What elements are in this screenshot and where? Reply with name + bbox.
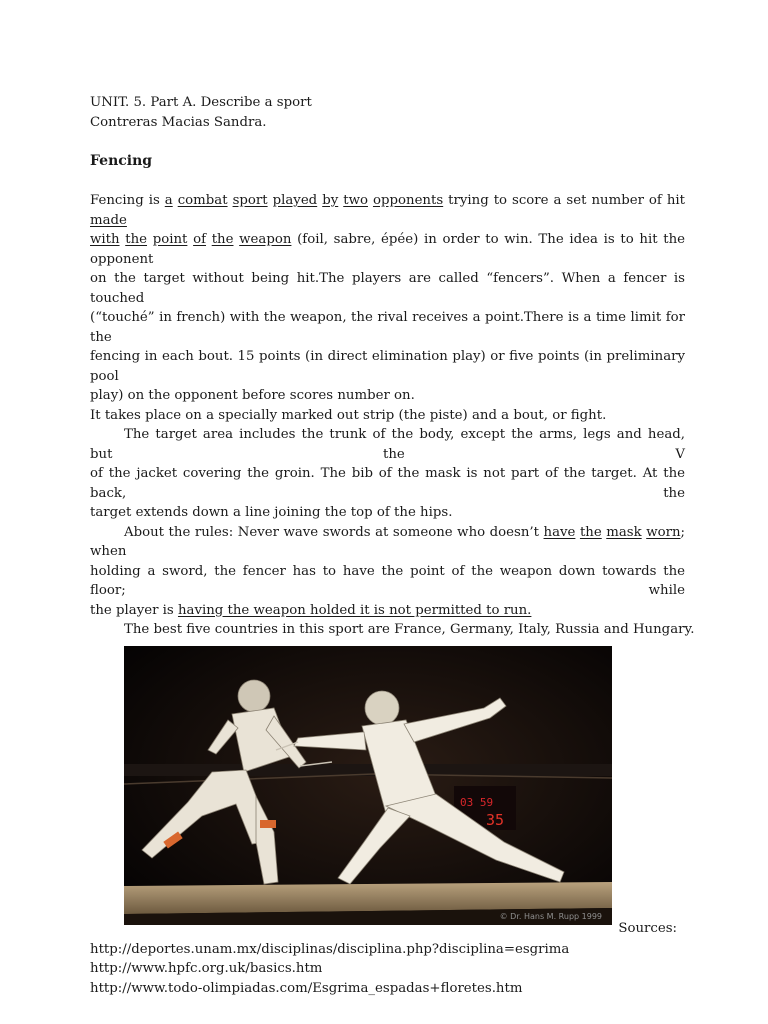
- fencing-photo: [124, 646, 612, 925]
- source-link-1[interactable]: http://deportes.unam.mx/disciplinas/disciplina.php?disciplina=esgrima: [90, 941, 570, 957]
- svg-text:35: 35: [486, 810, 505, 829]
- paragraph-3-line-1: The target area includes the trunk of the body, except the arms, legs and head, but the V: [90, 427, 685, 462]
- source-link-2[interactable]: http://www.hpfc.org.uk/basics.htm: [90, 961, 323, 976]
- sources-label: Sources:: [618, 920, 677, 936]
- paragraph-5: The best five countries in this sport are France, Germany, Italy, Russia and Hungary.: [124, 622, 695, 637]
- svg-text:© Dr. Hans M. Rupp 1999: © Dr. Hans M. Rupp 1999: [499, 911, 602, 921]
- paragraph-2: It takes place on a specially marked out strip (the piste) and a bout, or fight.: [90, 407, 607, 423]
- paragraph-4-line-1: About the rules: Never wave swords at someone who doesn’t have the mask worn; when: [90, 524, 685, 559]
- svg-text:03 59: 03 59: [460, 795, 494, 809]
- author-name: Contreras Macias Sandra.: [90, 114, 267, 130]
- paragraph-1-line-5: fencing in each bout. 15 points (in direct elimination play) or five points (in preliminary pool: [90, 349, 685, 384]
- document-page: [90, 93, 695, 998]
- fencers-illustration: [124, 646, 612, 925]
- paragraph-4-line-2: holding a sword, the fencer has to have the point of the weapon down towards the floor; while: [90, 563, 685, 598]
- paragraph-1-line-3: on the target without being hit.The players are called “fencers”. When a fencer is touched: [90, 271, 685, 306]
- paragraph-1-line-1: Fencing is a combat sport played by two opponents trying to score a set number of hit made: [90, 193, 686, 228]
- paragraph-3-line-3: target extends down a line joining the top of the hips.: [90, 505, 453, 520]
- paragraph-1-line-6: play) on the opponent before scores number on.: [90, 388, 415, 403]
- unit-heading: UNIT. 5. Part A. Describe a sport: [90, 95, 312, 110]
- photo-row: [90, 646, 685, 940]
- source-link-3[interactable]: http://www.todo-olimpiadas.com/Esgrima_espadas+floretes.htm: [90, 980, 523, 996]
- paragraph-1-line-4: (“touché” in french) with the weapon, the rival receives a point.There is a time limit for the: [90, 310, 685, 345]
- paragraph-3-line-2: of the jacket covering the groin. The bib of the mask is not part of the target. At the back, the: [90, 466, 685, 501]
- document-title: Fencing: [90, 153, 153, 169]
- paragraph-1-line-2: with the point of the weapon (foil, sabre, épée) in order to win. The idea is to hit the opponent: [90, 232, 686, 267]
- paragraph-4-line-3: the player is having the weapon holded it is not permitted to run.: [90, 602, 532, 618]
